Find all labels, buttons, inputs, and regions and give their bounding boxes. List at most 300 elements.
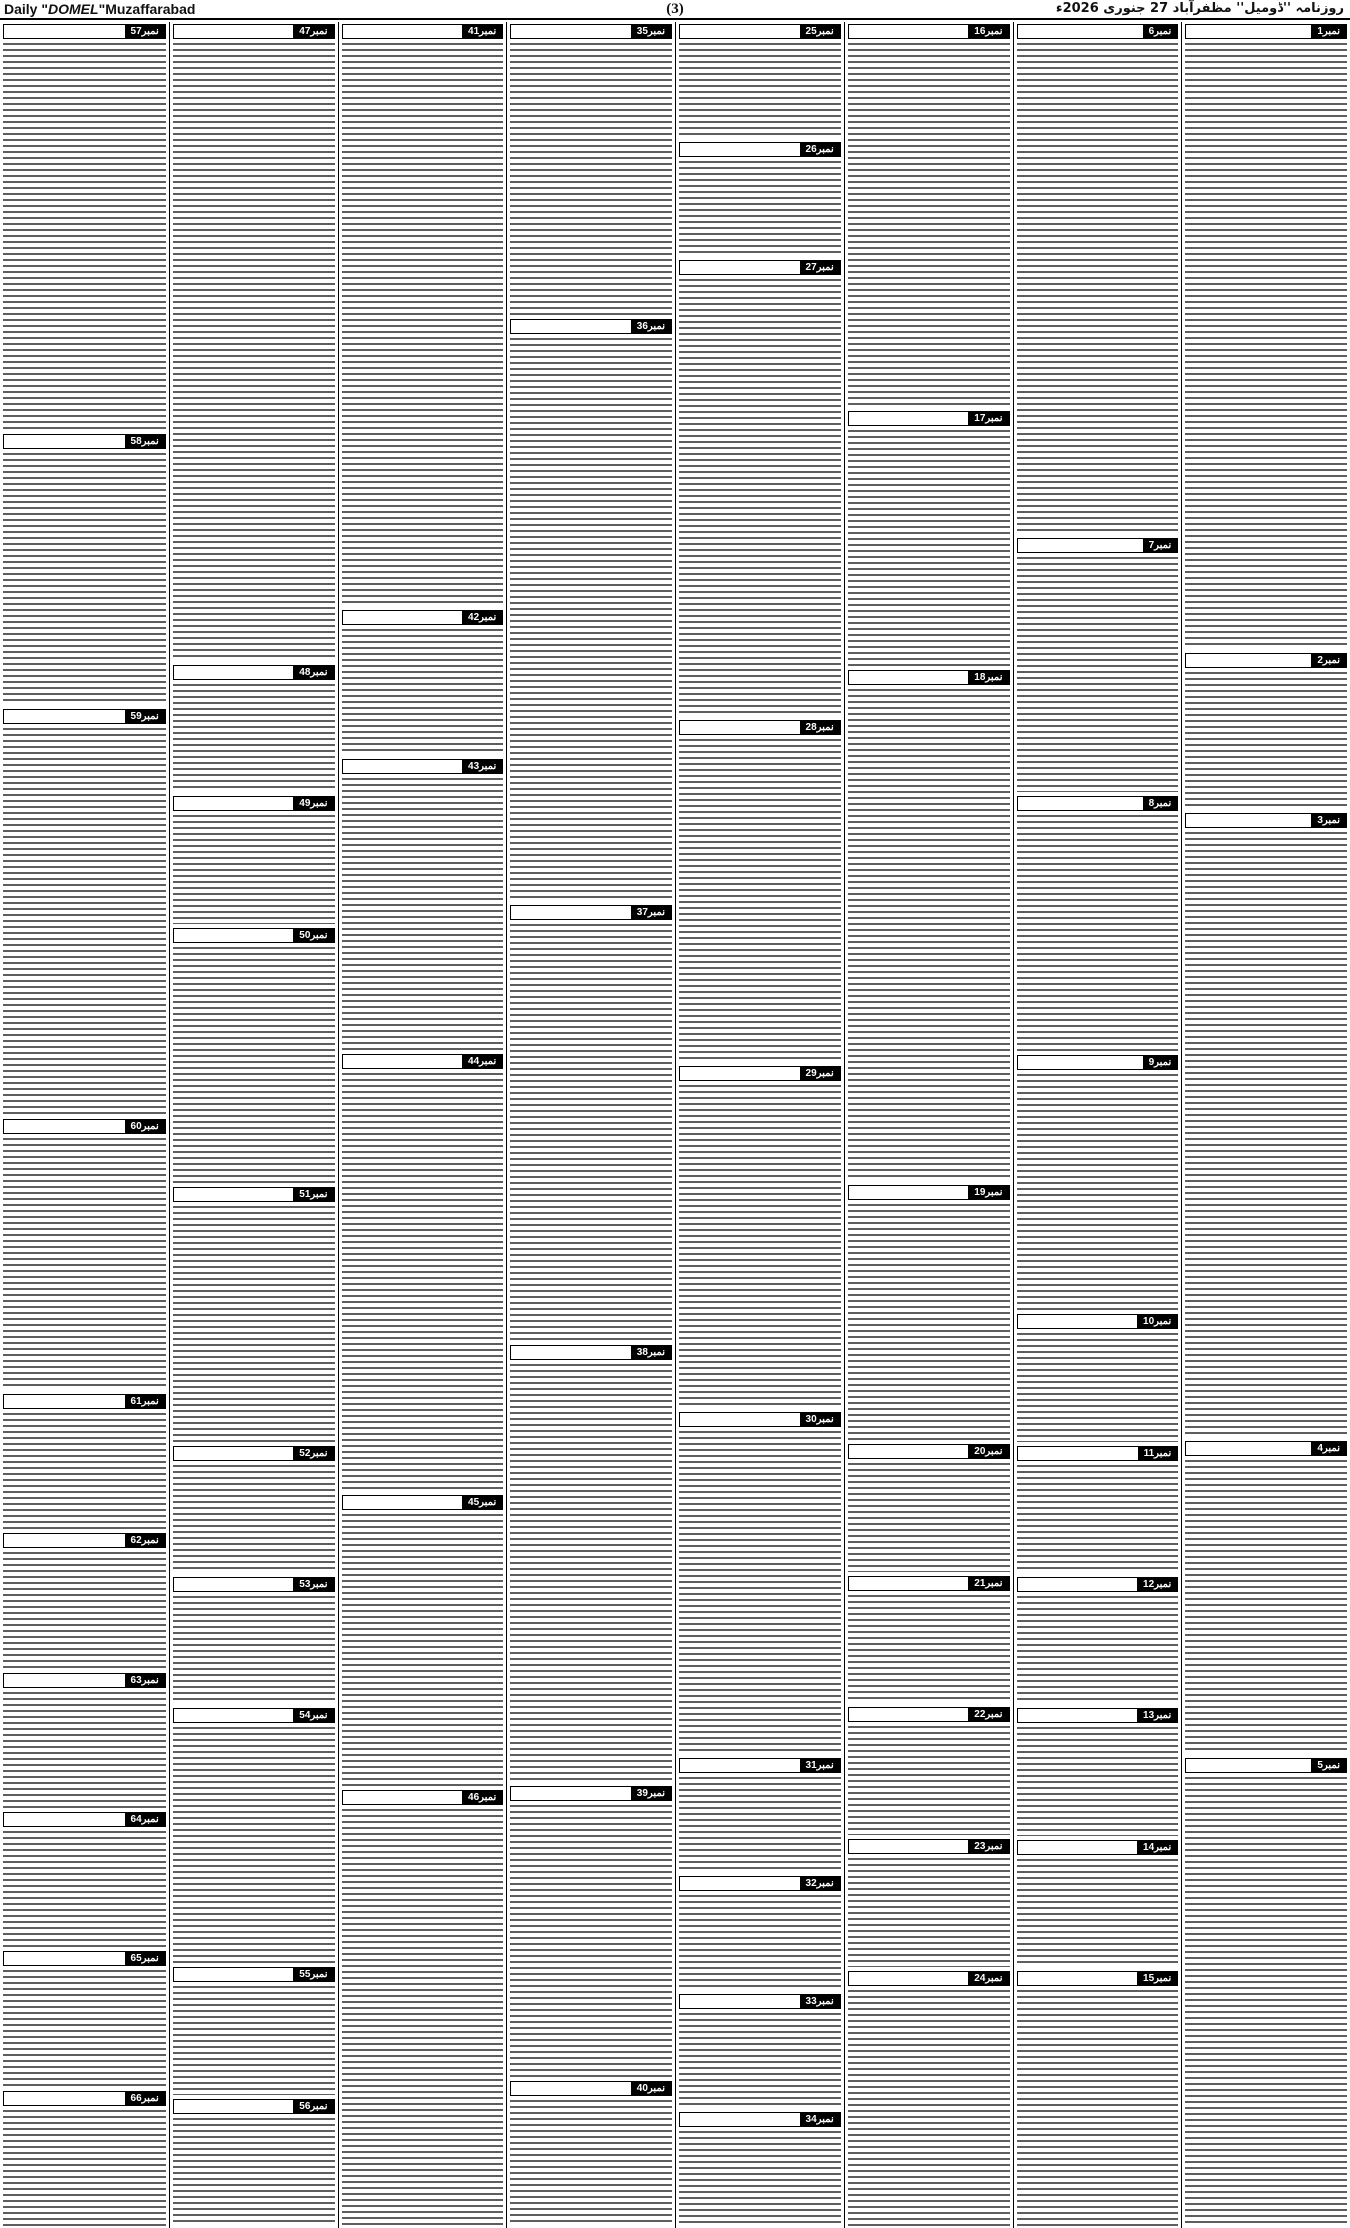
news-number-bar-fill xyxy=(511,2082,631,2095)
news-number-bar-fill xyxy=(511,1346,631,1359)
news-number: نمبر51 xyxy=(293,1188,333,1201)
news-number: نمبر49 xyxy=(293,797,333,810)
news-number: نمبر38 xyxy=(631,1346,671,1359)
news-item xyxy=(3,1533,166,1668)
news-number: نمبر24 xyxy=(968,1972,1008,1985)
news-body-text xyxy=(1017,1465,1179,1573)
news-number-bar xyxy=(679,1066,841,1081)
news-item xyxy=(1017,538,1179,793)
news-item xyxy=(173,928,335,1183)
news-number-bar xyxy=(679,1412,841,1427)
news-number-bar xyxy=(173,665,335,680)
news-number: نمبر12 xyxy=(1137,1578,1177,1591)
news-body-text xyxy=(1017,815,1179,1051)
news-body-text xyxy=(848,43,1010,407)
news-item xyxy=(3,1951,166,2086)
news-number-bar xyxy=(3,1394,166,1409)
news-body-text xyxy=(1017,1333,1179,1441)
news-number-bar xyxy=(173,928,335,943)
news-number-bar-fill xyxy=(174,1968,294,1981)
news-number-bar-fill xyxy=(1186,25,1311,38)
news-item xyxy=(510,2081,672,2226)
news-number: نمبر25 xyxy=(800,25,840,38)
news-body-text xyxy=(342,43,504,606)
news-number-bar-fill xyxy=(4,1120,125,1133)
news-body-text xyxy=(173,1206,335,1442)
news-number-bar-fill xyxy=(680,721,800,734)
news-number-bar xyxy=(1017,1314,1179,1329)
news-body-text xyxy=(3,1552,166,1668)
news-item xyxy=(1017,1577,1179,1704)
news-item xyxy=(3,434,166,705)
news-number-bar xyxy=(510,2081,672,2096)
news-number-bar-fill xyxy=(4,1674,125,1687)
news-number-bar xyxy=(3,1812,166,1827)
news-item xyxy=(3,709,166,1115)
news-number: نمبر13 xyxy=(1137,1709,1177,1722)
news-item xyxy=(848,1576,1010,1704)
news-number-bar xyxy=(173,2099,335,2114)
news-number: نمبر65 xyxy=(125,1952,165,1965)
news-number-bar-fill xyxy=(849,25,969,38)
news-number-bar xyxy=(342,759,504,774)
news-number: نمبر58 xyxy=(125,435,165,448)
news-number: نمبر5 xyxy=(1311,1759,1346,1772)
news-number-bar-fill xyxy=(511,320,631,333)
news-number-bar-fill xyxy=(1018,1709,1138,1722)
news-item xyxy=(510,24,672,315)
news-number: نمبر17 xyxy=(968,412,1008,425)
news-body-text xyxy=(3,1413,166,1529)
news-number-bar-fill xyxy=(343,611,463,624)
news-number-bar xyxy=(679,24,841,39)
news-body-text xyxy=(848,1595,1010,1704)
news-item xyxy=(1017,24,1179,534)
news-number: نمبر31 xyxy=(800,1759,840,1772)
news-number: نمبر18 xyxy=(968,671,1008,684)
news-number: نمبر11 xyxy=(1138,1447,1178,1460)
news-item xyxy=(679,1066,841,1408)
news-item xyxy=(3,1812,166,1947)
news-number: نمبر52 xyxy=(293,1447,333,1460)
news-body-text xyxy=(679,1085,841,1408)
news-number-bar-fill xyxy=(1186,814,1311,827)
news-item xyxy=(1017,1314,1179,1441)
news-body-text xyxy=(342,1073,504,1490)
news-body-text xyxy=(679,2131,841,2226)
news-number-bar-fill xyxy=(4,25,125,38)
news-number: نمبر56 xyxy=(293,2100,333,2113)
news-item xyxy=(342,1054,504,1490)
news-number-bar xyxy=(848,411,1010,426)
news-number-bar xyxy=(679,2112,841,2127)
news-number-bar-fill xyxy=(680,25,800,38)
news-number-bar xyxy=(1017,796,1179,811)
news-number: نمبر8 xyxy=(1143,797,1178,810)
news-number-bar-fill xyxy=(511,1787,631,1800)
news-number-bar xyxy=(848,1444,1010,1459)
news-body-text xyxy=(679,43,841,138)
news-body-text xyxy=(342,629,504,755)
news-number-bar xyxy=(848,1839,1010,1854)
news-number: نمبر55 xyxy=(293,1968,333,1981)
news-number-bar-fill xyxy=(174,1709,294,1722)
news-body-text xyxy=(510,1805,672,2077)
news-number-bar xyxy=(679,1994,841,2009)
news-number-bar xyxy=(173,1577,335,1592)
news-number-bar-fill xyxy=(174,1447,294,1460)
news-number: نمبر39 xyxy=(631,1787,671,1800)
news-number-bar xyxy=(679,1876,841,1891)
news-body-text xyxy=(3,1138,166,1390)
news-body-text xyxy=(679,161,841,256)
news-body-text xyxy=(1185,832,1347,1438)
news-number-bar xyxy=(173,1967,335,1982)
news-number-bar-fill xyxy=(4,1534,125,1547)
news-number: نمبر59 xyxy=(125,710,165,723)
news-number-bar-fill xyxy=(680,143,800,156)
news-body-text xyxy=(342,1514,504,1786)
news-columns xyxy=(0,22,1350,2228)
news-number: نمبر45 xyxy=(462,1496,502,1509)
news-body-text xyxy=(173,1986,335,2094)
news-number: نمبر43 xyxy=(462,760,502,773)
news-item xyxy=(1017,1708,1179,1835)
news-body-text xyxy=(679,1431,841,1754)
news-number: نمبر37 xyxy=(631,906,671,919)
news-body-text xyxy=(510,2100,672,2226)
news-body-text xyxy=(173,1596,335,1704)
news-body-text xyxy=(1017,1074,1179,1310)
news-body-text xyxy=(510,43,672,315)
news-body-text xyxy=(173,1465,335,1573)
news-item xyxy=(1017,1840,1179,1967)
news-number-bar-fill xyxy=(1018,1315,1138,1328)
news-body-text xyxy=(3,453,166,705)
news-number: نمبر22 xyxy=(968,1708,1008,1721)
news-item xyxy=(848,1839,1010,1967)
news-number: نمبر47 xyxy=(293,25,333,38)
news-number-bar-fill xyxy=(1186,1442,1311,1455)
news-number: نمبر21 xyxy=(968,1577,1008,1590)
news-item xyxy=(3,1119,166,1390)
news-item xyxy=(848,1971,1010,2226)
news-number: نمبر32 xyxy=(800,1877,840,1890)
news-number: نمبر63 xyxy=(125,1674,165,1687)
news-number-bar-fill xyxy=(174,929,294,942)
news-number: نمبر41 xyxy=(462,25,502,38)
news-number-bar xyxy=(3,24,166,39)
news-number-bar-fill xyxy=(4,2092,125,2105)
news-item xyxy=(342,610,504,755)
news-number-bar xyxy=(3,1119,166,1134)
news-body-text xyxy=(1017,557,1179,793)
news-number: نمبر7 xyxy=(1143,539,1178,552)
news-number-bar xyxy=(1017,24,1179,39)
news-number: نمبر3 xyxy=(1311,814,1346,827)
news-number: نمبر57 xyxy=(125,25,165,38)
news-body-text xyxy=(3,1970,166,2086)
news-number: نمبر60 xyxy=(125,1120,165,1133)
name-prefix: Daily " xyxy=(4,1,48,17)
news-body-text xyxy=(173,947,335,1183)
news-number-bar-fill xyxy=(680,261,800,274)
news-number-bar-fill xyxy=(343,1496,463,1509)
news-number-bar xyxy=(1017,1446,1179,1461)
news-number-bar-fill xyxy=(849,1186,969,1199)
news-body-text xyxy=(173,815,335,923)
news-column xyxy=(0,22,169,2228)
news-item xyxy=(342,1495,504,1786)
news-item xyxy=(1185,24,1347,649)
news-number-bar xyxy=(3,1951,166,1966)
news-number-bar-fill xyxy=(1018,1972,1138,1985)
news-number-bar xyxy=(342,24,504,39)
news-number: نمبر20 xyxy=(968,1445,1008,1458)
news-number: نمبر36 xyxy=(631,320,671,333)
news-item xyxy=(3,24,166,430)
news-number-bar xyxy=(173,796,335,811)
news-number-bar-fill xyxy=(680,1413,800,1426)
news-number-bar xyxy=(1017,538,1179,553)
news-item xyxy=(342,1790,504,2226)
news-number-bar xyxy=(173,24,335,39)
news-body-text xyxy=(679,279,841,716)
news-number-bar-fill xyxy=(4,1952,125,1965)
news-number: نمبر50 xyxy=(293,929,333,942)
news-number-bar xyxy=(3,1533,166,1548)
news-item xyxy=(3,1394,166,1529)
news-body-text xyxy=(679,1777,841,1872)
news-number-bar xyxy=(1185,653,1347,668)
news-item xyxy=(510,319,672,901)
news-number: نمبر23 xyxy=(968,1840,1008,1853)
news-body-text xyxy=(342,778,504,1050)
news-number-bar xyxy=(510,1786,672,1801)
news-number: نمبر30 xyxy=(800,1413,840,1426)
news-number-bar-fill xyxy=(1186,1759,1311,1772)
news-number-bar-fill xyxy=(680,1067,800,1080)
news-number-bar xyxy=(173,1187,335,1202)
news-number: نمبر10 xyxy=(1137,1315,1177,1328)
news-number-bar-fill xyxy=(1018,797,1143,810)
news-item xyxy=(510,905,672,1341)
news-item xyxy=(342,24,504,606)
news-body-text xyxy=(848,1204,1010,1440)
news-body-text xyxy=(342,1809,504,2226)
news-number-bar-fill xyxy=(343,25,463,38)
news-number-bar xyxy=(1017,1577,1179,1592)
news-number-bar xyxy=(1017,1840,1179,1855)
newspaper-title-date: روزنامہ ''ڈومیل'' مظفرآباد 27 جنوری 2026ء xyxy=(1055,1,1344,16)
news-number: نمبر66 xyxy=(125,2092,165,2105)
news-number: نمبر46 xyxy=(462,1791,502,1804)
news-number-bar xyxy=(848,1576,1010,1591)
news-number: نمبر29 xyxy=(800,1067,840,1080)
news-column xyxy=(1181,22,1350,2228)
news-number-bar xyxy=(1185,1441,1347,1456)
news-number-bar-fill xyxy=(343,1791,463,1804)
news-number: نمبر27 xyxy=(800,261,840,274)
news-number-bar-fill xyxy=(1018,1056,1143,1069)
news-item xyxy=(1017,1971,1179,2226)
news-number-bar xyxy=(3,1673,166,1688)
news-body-text xyxy=(679,1895,841,1990)
news-body-text xyxy=(510,1364,672,1781)
news-number: نمبر2 xyxy=(1311,654,1346,667)
news-body-text xyxy=(3,1692,166,1808)
news-number: نمبر34 xyxy=(800,2113,840,2126)
news-body-text xyxy=(679,2013,841,2108)
news-number-bar-fill xyxy=(849,1708,969,1721)
news-number-bar-fill xyxy=(849,412,969,425)
news-number-bar xyxy=(1185,1758,1347,1773)
news-number-bar-fill xyxy=(343,760,463,773)
news-number-bar xyxy=(510,24,672,39)
news-item xyxy=(3,2091,166,2226)
news-number: نمبر14 xyxy=(1137,1841,1177,1854)
news-body-text xyxy=(3,1831,166,1947)
news-number: نمبر62 xyxy=(125,1534,165,1547)
news-number-bar xyxy=(173,1708,335,1723)
news-number-bar-fill xyxy=(343,1055,463,1068)
news-item xyxy=(679,1994,841,2108)
news-item xyxy=(173,796,335,923)
news-item xyxy=(848,411,1010,666)
news-item xyxy=(679,24,841,138)
news-item xyxy=(173,1187,335,1442)
news-number-bar-fill xyxy=(174,1578,294,1591)
news-item xyxy=(1185,1758,1347,2226)
news-number-bar-fill xyxy=(511,25,631,38)
news-item xyxy=(173,1708,335,1963)
news-body-text xyxy=(173,2118,335,2226)
news-number: نمبر35 xyxy=(631,25,671,38)
news-column xyxy=(1013,22,1182,2228)
news-number-bar-fill xyxy=(174,1188,294,1201)
news-column xyxy=(675,22,844,2228)
news-column xyxy=(338,22,507,2228)
news-body-text xyxy=(848,430,1010,666)
news-number-bar xyxy=(679,142,841,157)
news-item xyxy=(848,1185,1010,1440)
news-number-bar xyxy=(342,1054,504,1069)
news-item xyxy=(3,1673,166,1808)
news-number-bar-fill xyxy=(680,1877,800,1890)
news-number: نمبر61 xyxy=(125,1395,165,1408)
page-number: (3) xyxy=(666,1,684,17)
news-number-bar-fill xyxy=(849,671,969,684)
news-number-bar-fill xyxy=(174,25,294,38)
news-number-bar-fill xyxy=(1018,1447,1138,1460)
news-item xyxy=(342,759,504,1050)
news-number: نمبر4 xyxy=(1311,1442,1346,1455)
news-number-bar-fill xyxy=(1018,1578,1138,1591)
news-number-bar-fill xyxy=(4,1395,125,1408)
news-number-bar xyxy=(848,1185,1010,1200)
news-number-bar-fill xyxy=(680,2113,800,2126)
news-number: نمبر19 xyxy=(968,1186,1008,1199)
news-number-bar-fill xyxy=(174,666,294,679)
news-item xyxy=(173,1577,335,1704)
news-body-text xyxy=(1017,1859,1179,1967)
news-number: نمبر1 xyxy=(1311,25,1346,38)
news-column xyxy=(169,22,338,2228)
news-number-bar xyxy=(1017,1971,1179,1986)
news-body-text xyxy=(1017,1596,1179,1704)
name-suffix: "Muzaffarabad xyxy=(98,1,196,17)
news-number-bar-fill xyxy=(849,1972,969,1985)
news-number-bar xyxy=(848,1971,1010,1986)
news-number-bar xyxy=(679,260,841,275)
news-column xyxy=(506,22,675,2228)
news-item xyxy=(173,24,335,661)
news-body-text xyxy=(173,1727,335,1963)
news-item xyxy=(173,2099,335,2226)
news-number-bar-fill xyxy=(511,906,631,919)
news-number-bar xyxy=(848,1707,1010,1722)
news-item xyxy=(510,1345,672,1781)
news-number-bar-fill xyxy=(680,1759,800,1772)
news-item xyxy=(848,670,1010,1181)
news-number: نمبر26 xyxy=(800,143,840,156)
news-number: نمبر9 xyxy=(1143,1056,1178,1069)
news-number-bar xyxy=(173,1446,335,1461)
news-body-text xyxy=(1185,1460,1347,1753)
news-number-bar-fill xyxy=(849,1840,969,1853)
news-number-bar xyxy=(1017,1708,1179,1723)
news-number: نمبر28 xyxy=(800,721,840,734)
news-number-bar xyxy=(510,1345,672,1360)
news-body-text xyxy=(173,43,335,661)
news-body-text xyxy=(1185,43,1347,649)
masthead xyxy=(0,0,1350,20)
news-number-bar xyxy=(1185,813,1347,828)
news-body-text xyxy=(1185,672,1347,809)
news-body-text xyxy=(1185,1777,1347,2226)
news-item xyxy=(510,1786,672,2077)
news-body-text xyxy=(510,338,672,901)
news-number-bar xyxy=(1185,24,1347,39)
news-number-bar xyxy=(848,670,1010,685)
news-body-text xyxy=(848,1990,1010,2226)
news-number: نمبر15 xyxy=(1137,1972,1177,1985)
news-item xyxy=(1185,653,1347,809)
news-item xyxy=(679,1412,841,1754)
news-number-bar-fill xyxy=(849,1445,969,1458)
news-item xyxy=(848,24,1010,407)
news-number: نمبر33 xyxy=(800,1995,840,2008)
news-number-bar-fill xyxy=(4,435,125,448)
news-number-bar-fill xyxy=(1018,1841,1138,1854)
news-number-bar xyxy=(679,720,841,735)
news-number-bar-fill xyxy=(1018,25,1143,38)
news-number: نمبر42 xyxy=(462,611,502,624)
news-number-bar xyxy=(510,319,672,334)
news-number-bar-fill xyxy=(1186,654,1311,667)
news-number-bar-fill xyxy=(4,710,125,723)
news-item xyxy=(679,1758,841,1872)
news-body-text xyxy=(1017,43,1179,534)
news-body-text xyxy=(3,2110,166,2226)
news-item xyxy=(173,1446,335,1573)
news-item xyxy=(848,1707,1010,1835)
news-number: نمبر16 xyxy=(968,25,1008,38)
news-number-bar xyxy=(510,905,672,920)
news-number: نمبر64 xyxy=(125,1813,165,1826)
news-body-text xyxy=(848,1463,1010,1572)
news-item xyxy=(848,1444,1010,1572)
